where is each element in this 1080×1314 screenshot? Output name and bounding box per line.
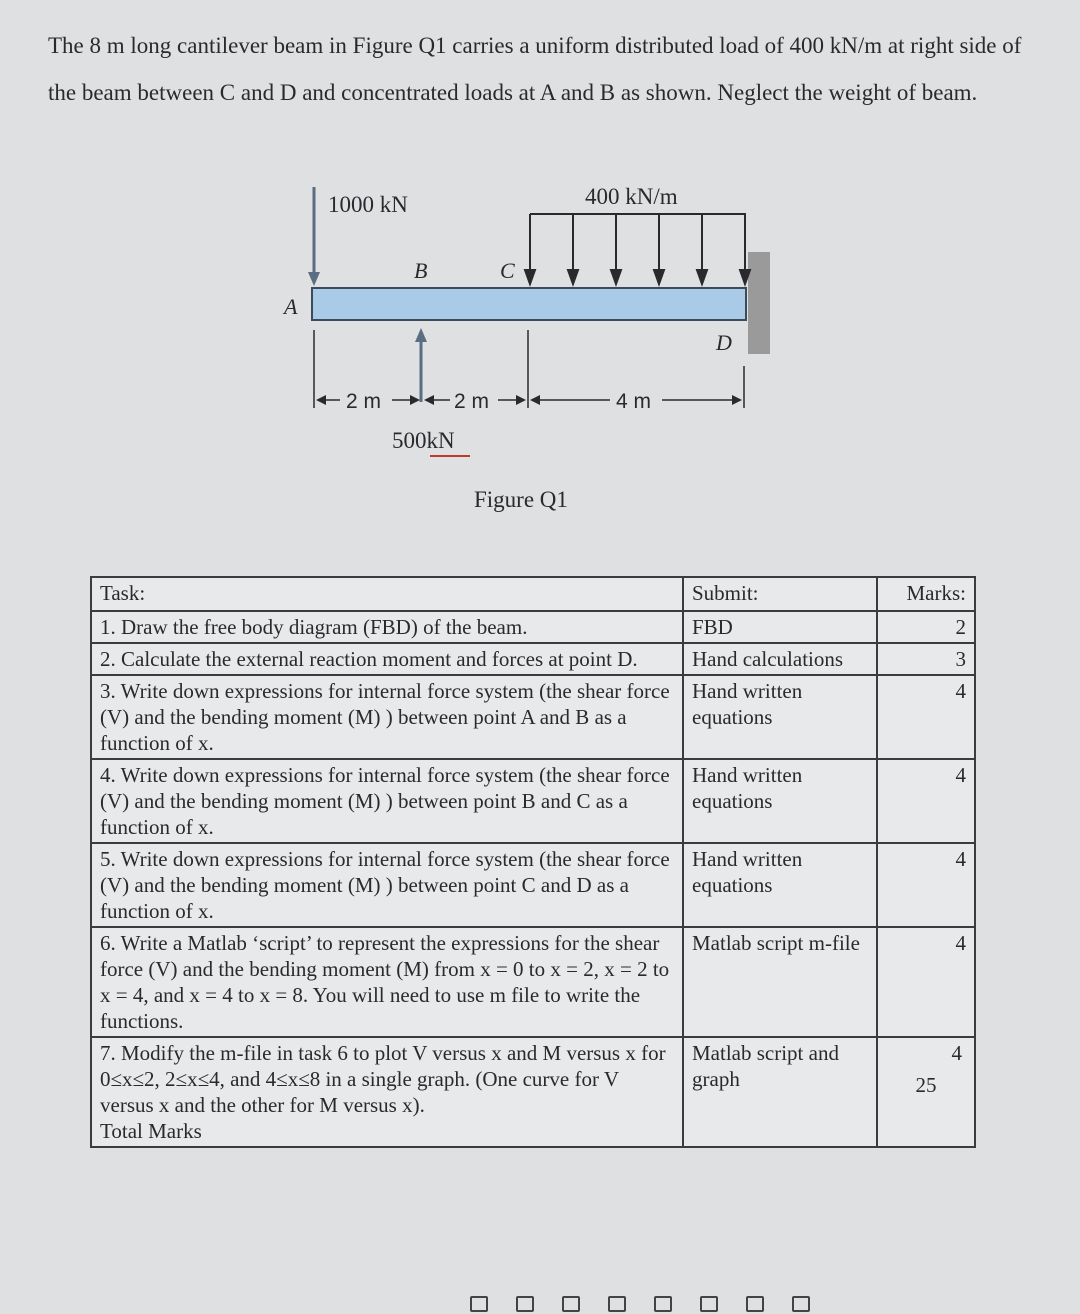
figure-caption: Figure Q1 — [474, 487, 568, 512]
table-row — [91, 927, 975, 1037]
task-cell: 2. Calculate the external reaction moment and forces at point D. — [91, 643, 683, 675]
submit-cell: Hand written equations — [683, 759, 877, 843]
table-row — [91, 675, 975, 759]
submit-cell: Hand calculations — [683, 643, 877, 675]
window-icon[interactable] — [470, 1296, 488, 1312]
marks-cell: 4 — [877, 759, 975, 843]
udl-label: 400 kN/m — [585, 184, 678, 209]
fixed-support-wall — [748, 252, 770, 354]
task-cell: 5. Write down expressions for internal force system (the shear force (V) and the bending moment (M) ) between point C and D as a function of x. — [91, 843, 683, 927]
task-table — [90, 576, 976, 1148]
submit-cell: Matlab script and graph — [683, 1037, 877, 1147]
submit-cell: Hand written equations — [683, 675, 877, 759]
submit-cell: Hand written equations — [683, 843, 877, 927]
share-icon[interactable] — [516, 1296, 534, 1312]
dim-cd-label: 4 m — [616, 390, 652, 413]
task-cell: 1. Draw the free body diagram (FBD) of the beam. — [91, 611, 683, 643]
document-icon[interactable] — [562, 1296, 580, 1312]
task-text: 7. Modify the m-file in task 6 to plot V versus x and M versus x for 0≤x≤2, 2≤x≤4, and 4≤x≤8 in a single graph. (One curve for V versus x and the other for M versus x). — [100, 1041, 666, 1117]
table-row — [91, 759, 975, 843]
problem-statement: The 8 m long cantilever beam in Figure Q1 carries a uniform distributed load of 400 kN/m at right side of the beam between C and D and concentrated loads at A and B as shown. Neglect the weight of beam. — [48, 33, 1022, 105]
brightness-icon[interactable] — [746, 1296, 764, 1312]
table-row — [91, 611, 975, 643]
task-cell — [91, 1037, 683, 1147]
load-a-arrowhead — [308, 272, 320, 286]
submit-cell: FBD — [683, 611, 877, 643]
point-b-label: B — [414, 258, 428, 283]
marks-cell: 4 — [877, 675, 975, 759]
load-a-label: 1000 kN — [328, 192, 408, 217]
marks-cell: 4 — [877, 843, 975, 927]
taskbar — [470, 1294, 910, 1314]
marks-cell: 4 — [877, 927, 975, 1037]
header-submit: Submit: — [683, 577, 877, 611]
load-b-arrowhead — [415, 328, 427, 342]
beam-figure — [0, 170, 1080, 490]
table-header-row — [91, 577, 975, 611]
dim-ab-label: 2 m — [346, 390, 382, 413]
menu-icon[interactable] — [608, 1296, 626, 1312]
marks-cell — [877, 1037, 975, 1147]
table-row — [91, 1037, 975, 1147]
header-task: Task: — [91, 577, 683, 611]
marks-cell: 3 — [877, 643, 975, 675]
table-row — [91, 843, 975, 927]
header-marks: Marks: — [877, 577, 975, 611]
crop-icon[interactable] — [792, 1296, 810, 1312]
point-c-label: C — [500, 258, 515, 283]
total-marks-label: Total Marks — [100, 1119, 202, 1143]
load-b-label: 500kN — [392, 428, 455, 453]
table-row — [91, 643, 975, 675]
task-cell: 4. Write down expressions for internal force system (the shear force (V) and the bending moment (M) ) between point B and C as a function of x. — [91, 759, 683, 843]
task-cell: 6. Write a Matlab ‘script’ to represent the expressions for the shear force (V) and the bending moment (M) from x = 0 to x = 2, x = 2 to x = 4, and x = 4 to x = 8. You will need to use m file to write the functions. — [91, 927, 683, 1037]
submit-cell: Matlab script m-file — [683, 927, 877, 1037]
point-d-label: D — [716, 330, 732, 355]
globe-icon[interactable] — [700, 1296, 718, 1312]
library-icon[interactable] — [654, 1296, 672, 1312]
marks-cell: 2 — [877, 611, 975, 643]
point-a-label: A — [284, 294, 298, 319]
task-cell: 3. Write down expressions for internal force system (the shear force (V) and the bending moment (M) ) between point A and B as a function of x. — [91, 675, 683, 759]
total-marks-value: 25 — [915, 1073, 937, 1097]
task-7-marks: 4 — [951, 1041, 962, 1065]
beam — [312, 288, 746, 320]
udl-arrows — [525, 214, 750, 284]
dim-bc-label: 2 m — [454, 390, 490, 413]
